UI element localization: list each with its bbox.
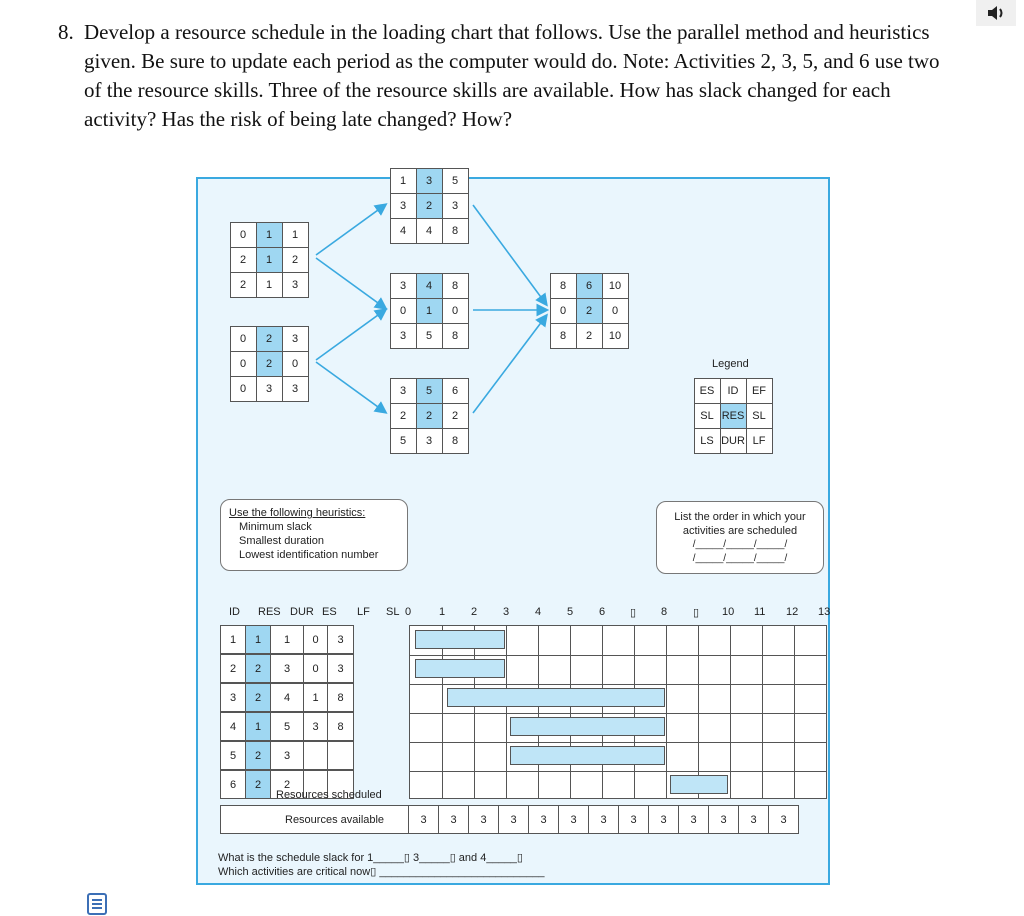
activity-bar-6: [670, 775, 728, 794]
period-label: 5: [567, 606, 574, 618]
node-cell: 10: [602, 323, 629, 349]
grid-line: [794, 626, 795, 798]
node-cell: 0: [390, 298, 417, 324]
cell-res: 1: [245, 625, 271, 654]
table-row: [220, 712, 407, 741]
node-cell: 0: [230, 376, 257, 402]
cell-dur: 1: [270, 625, 304, 654]
node-cell: 0: [602, 298, 629, 324]
node-cell: 2: [416, 403, 443, 429]
period-label: 10: [722, 606, 735, 618]
cell-id: 4: [220, 712, 246, 741]
node-cell: 0: [442, 298, 469, 324]
node-cell: 10: [602, 273, 629, 299]
grid-line: [410, 684, 826, 685]
question-body: Develop a resource schedule in the loading chart that follows. Use the parallel method and heuristics given. Be sure to update each period as the computer would do. Note: Activities 2, 3, 5, and 6 use two of the resource skills. Three of the resource skills are available. How has slack changed for each activity? Has the risk of being late changed? How?: [84, 20, 940, 131]
heuristics-title: Use the following heuristics:: [229, 507, 366, 519]
activity-bar-3: [447, 688, 665, 707]
node-cell: 1: [256, 272, 283, 298]
available-cell: 3: [528, 805, 559, 834]
grid-line: [570, 626, 571, 798]
node-cell: 0: [230, 351, 257, 377]
header-es: ES: [322, 606, 337, 618]
node-cell: 1: [416, 298, 443, 324]
cell-id: 2: [220, 654, 246, 683]
node-cell: 8: [550, 323, 577, 349]
cell-id: 6: [220, 770, 246, 799]
order-line: List the order in which your: [674, 511, 806, 523]
cell-lf: 8: [327, 683, 354, 712]
period-label: 3: [503, 606, 510, 618]
node-cell: 3: [256, 376, 283, 402]
node-cell: 1: [256, 247, 283, 273]
available-cell: 3: [648, 805, 679, 834]
cell-dur: 2: [270, 770, 304, 799]
period-label: 11: [754, 606, 766, 618]
legend-cell: ES: [694, 378, 721, 404]
table-row: [220, 683, 407, 712]
cell-res: 2: [245, 683, 271, 712]
resources-available-label: Resources available: [285, 814, 385, 826]
node-cell: 1: [256, 222, 283, 248]
node-cell: 2: [576, 323, 603, 349]
cell-sl[interactable]: [353, 683, 408, 712]
grid-line: [474, 626, 475, 798]
cell-dur: 3: [270, 741, 304, 770]
cell-sl[interactable]: [353, 625, 408, 654]
critical-question: Which activities are critical now▯ ___________________________: [218, 866, 545, 878]
legend-cell: ID: [720, 378, 747, 404]
node-cell: 2: [256, 326, 283, 352]
table-row: [220, 741, 407, 770]
heuristic-item: Smallest duration: [239, 535, 324, 547]
node-activity-4: [390, 273, 468, 348]
grid-line: [666, 626, 667, 798]
node-cell: 8: [442, 428, 469, 454]
available-cell: 3: [768, 805, 799, 834]
node-cell: 4: [416, 273, 443, 299]
node-cell: 3: [282, 272, 309, 298]
cell-dur: 3: [270, 654, 304, 683]
cell-es: 1: [303, 683, 328, 712]
available-cell: 3: [498, 805, 529, 834]
cell-sl[interactable]: [353, 741, 408, 770]
available-cell: 3: [708, 805, 739, 834]
activity-bar-5: [510, 746, 665, 765]
activity-bar-2: [415, 659, 505, 678]
cell-dur: 5: [270, 712, 304, 741]
cell-id: 1: [220, 625, 246, 654]
node-cell: 6: [442, 378, 469, 404]
legend-cell: LF: [746, 428, 773, 454]
heuristics-box: [220, 499, 408, 571]
node-cell: 4: [390, 218, 417, 244]
legend-cell: EF: [746, 378, 773, 404]
cell-lf: 3: [327, 654, 354, 683]
resources-scheduled-label: Resources scheduled: [276, 789, 382, 801]
activity-bar-1: [415, 630, 505, 649]
node-cell: 2: [442, 403, 469, 429]
available-cell: 3: [438, 805, 469, 834]
grid-line: [538, 626, 539, 798]
header-res: RES: [258, 606, 281, 618]
node-cell: 3: [282, 376, 309, 402]
node-cell: 8: [442, 323, 469, 349]
schedule-order-box: [656, 501, 824, 574]
period-label: 12: [786, 606, 799, 618]
legend-cell: SL: [746, 403, 773, 429]
cell-res: 1: [245, 712, 271, 741]
node-cell: 0: [550, 298, 577, 324]
legend-title: Legend: [712, 358, 749, 370]
period-label: 8: [661, 606, 668, 618]
available-cell: 3: [408, 805, 439, 834]
cell-lf: 8: [327, 712, 354, 741]
cell-sl[interactable]: [353, 654, 408, 683]
cell-es: 0: [303, 654, 328, 683]
node-cell: 0: [282, 351, 309, 377]
period-label: ▯: [693, 607, 700, 619]
legend-cell: LS: [694, 428, 721, 454]
node-cell: 1: [282, 222, 309, 248]
node-activity-1: [230, 222, 308, 297]
slack-question: What is the schedule slack for 1_____▯ 3_____▯ and 4_____▯: [218, 852, 523, 864]
node-cell: 5: [390, 428, 417, 454]
legend-cell: RES: [720, 403, 747, 429]
cell-id: 3: [220, 683, 246, 712]
grid-line: [410, 655, 826, 656]
available-cell: 3: [468, 805, 499, 834]
node-cell: 2: [576, 298, 603, 324]
cell-res: 2: [245, 741, 271, 770]
period-label: 1: [439, 606, 446, 618]
heuristic-item: Minimum slack: [239, 521, 312, 533]
available-cell: 3: [738, 805, 769, 834]
node-cell: 6: [576, 273, 603, 299]
order-blanks: /_____/_____/_____/: [692, 539, 788, 550]
cell-es[interactable]: [303, 741, 328, 770]
cell-dur: 4: [270, 683, 304, 712]
legend-node: [694, 378, 772, 453]
period-label: 2: [471, 606, 478, 618]
grid-line: [442, 626, 443, 798]
period-label: 0: [405, 606, 412, 618]
cell-es: 0: [303, 625, 328, 654]
node-cell: 3: [416, 428, 443, 454]
header-lf: LF: [357, 606, 370, 618]
node-cell: 5: [416, 378, 443, 404]
node-cell: 5: [416, 323, 443, 349]
cell-sl[interactable]: [353, 712, 408, 741]
grid-line: [634, 626, 635, 798]
document-icon[interactable]: [87, 893, 107, 915]
period-label: 6: [599, 606, 606, 618]
node-cell: 2: [256, 351, 283, 377]
node-activity-5: [390, 378, 468, 453]
node-cell: 3: [282, 326, 309, 352]
header-dur: DUR: [290, 606, 314, 618]
grid-line: [410, 742, 826, 743]
node-cell: 4: [416, 218, 443, 244]
node-cell: 0: [230, 326, 257, 352]
legend-cell: SL: [694, 403, 721, 429]
cell-res: 2: [245, 770, 271, 799]
node-cell: 0: [230, 222, 257, 248]
node-cell: 2: [416, 193, 443, 219]
period-label: 13: [818, 606, 831, 618]
question-number: 8.: [58, 20, 74, 44]
grid-line: [410, 713, 826, 714]
node-cell: 2: [230, 247, 257, 273]
header-sl: SL: [386, 606, 400, 618]
grid-line: [506, 626, 507, 798]
node-cell: 3: [442, 193, 469, 219]
order-blanks: /_____/_____/_____/: [692, 553, 788, 564]
cell-lf: 3: [327, 625, 354, 654]
available-cell: 3: [678, 805, 709, 834]
period-label: ▯: [630, 607, 637, 619]
node-cell: 1: [390, 168, 417, 194]
order-line: activities are scheduled: [682, 525, 798, 537]
node-cell: 3: [416, 168, 443, 194]
node-cell: 3: [390, 378, 417, 404]
node-cell: 8: [442, 273, 469, 299]
available-cell: 3: [588, 805, 619, 834]
node-activity-3: [390, 168, 468, 243]
node-cell: 2: [282, 247, 309, 273]
period-label: 4: [535, 606, 542, 618]
cell-id: 5: [220, 741, 246, 770]
grid-line: [410, 771, 826, 772]
heuristic-item: Lowest identification number: [239, 549, 379, 561]
table-row: [220, 654, 407, 683]
node-cell: 3: [390, 323, 417, 349]
grid-line: [762, 626, 763, 798]
node-cell: 2: [230, 272, 257, 298]
available-cell: 3: [618, 805, 649, 834]
timeline-grid: [409, 625, 827, 799]
header-id: ID: [229, 606, 240, 618]
available-cell: 3: [558, 805, 589, 834]
grid-line: [698, 626, 699, 798]
node-cell: 3: [390, 193, 417, 219]
node-activity-2: [230, 326, 308, 401]
node-cell: 2: [390, 403, 417, 429]
cell-es: 3: [303, 712, 328, 741]
grid-line: [730, 626, 731, 798]
node-cell: 8: [550, 273, 577, 299]
legend-cell: DUR: [720, 428, 747, 454]
node-cell: 3: [390, 273, 417, 299]
node-cell: 8: [442, 218, 469, 244]
activity-bar-4: [510, 717, 665, 736]
table-row: [220, 625, 407, 654]
grid-line: [602, 626, 603, 798]
cell-res: 2: [245, 654, 271, 683]
node-activity-6: [550, 273, 628, 348]
cell-lf[interactable]: [327, 741, 354, 770]
node-cell: 5: [442, 168, 469, 194]
footer-questions: [218, 851, 545, 879]
resources-available-row: [408, 805, 798, 833]
